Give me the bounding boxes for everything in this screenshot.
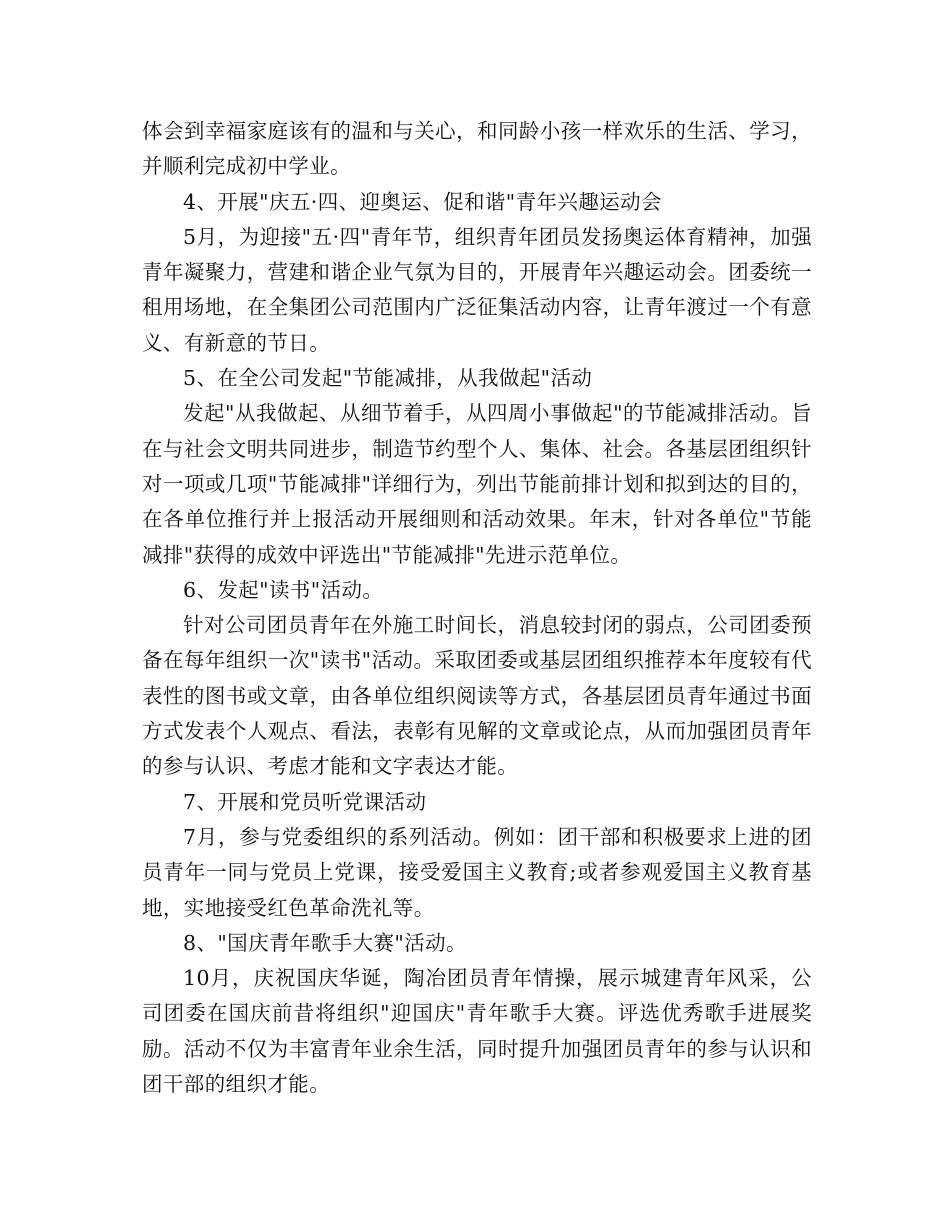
paragraph-item-5: 发起"从我做起、从细节着手，从四周小事做起"的节能减排活动。旨在与社会文明共同进步，制造节约型个人、集体、社会。各基层团组织针对一项或几项"节能减排"详细行为，列出节能前排计划和拟到达的目的，在各单位推行并上报活动开展细则和活动效果。年末，针对各单位"节能减排"获得的成效中评选出"节能减排"先进示范单位。 [142, 401, 812, 567]
paragraph-item-7: 7月，参与党委组织的系列活动。例如：团干部和积极要求上进的团员青年一同与党员上党课，接受爱国主义教育;或者参观爱国主义教育基地，实地接受红色革命洗礼等。 [142, 824, 812, 920]
paragraph-continuation: 体会到幸福家庭该有的温和与关心，和同龄小孩一样欢乐的生活、学习，并顺利完成初中学业。 [142, 119, 812, 179]
heading-item-6: 6、发起"读书"活动。 [183, 577, 384, 602]
heading-item-4: 4、开展"庆五·四、迎奥运、促和谐"青年兴趣运动会 [183, 189, 662, 214]
paragraph-item-6: 针对公司团员青年在外施工时间长，消息较封闭的弱点，公司团委预备在每年组织一次"读书"活动。采取团委或基层团组织推荐本年度较有代表性的图书或文章，由各单位组织阅读等方式，各基层团员青年通过书面方式发表个人观点、看法，表彰有见解的文章或论点，从而加强团员青年的参与认识、考虑才能和文字表达才能。 [142, 613, 812, 779]
heading-item-8: 8、"国庆青年歌手大赛"活动。 [183, 930, 467, 955]
document-page [142, 114, 812, 1102]
paragraph-item-8: 10月，庆祝国庆华诞，陶冶团员青年情操，展示城建青年风采，公司团委在国庆前昔将组织"迎国庆"青年歌手大赛。评选优秀歌手进展奖励。活动不仅为丰富青年业余生活，同时提升加强团员青年的参与认识和团干部的组织才能。 [142, 966, 812, 1097]
heading-item-7: 7、开展和党员听党课活动 [183, 789, 427, 814]
heading-item-5: 5、在全公司发起"节能减排，从我做起"活动 [183, 366, 593, 391]
paragraph-item-4: 5月，为迎接"五·四"青年节，组织青年团员发扬奥运体育精神，加强青年凝聚力，营建和谐企业气氛为目的，开展青年兴趣运动会。团委统一租用场地，在全集团公司范围内广泛征集活动内容，让青年渡过一个有意义、有新意的节日。 [142, 224, 812, 355]
